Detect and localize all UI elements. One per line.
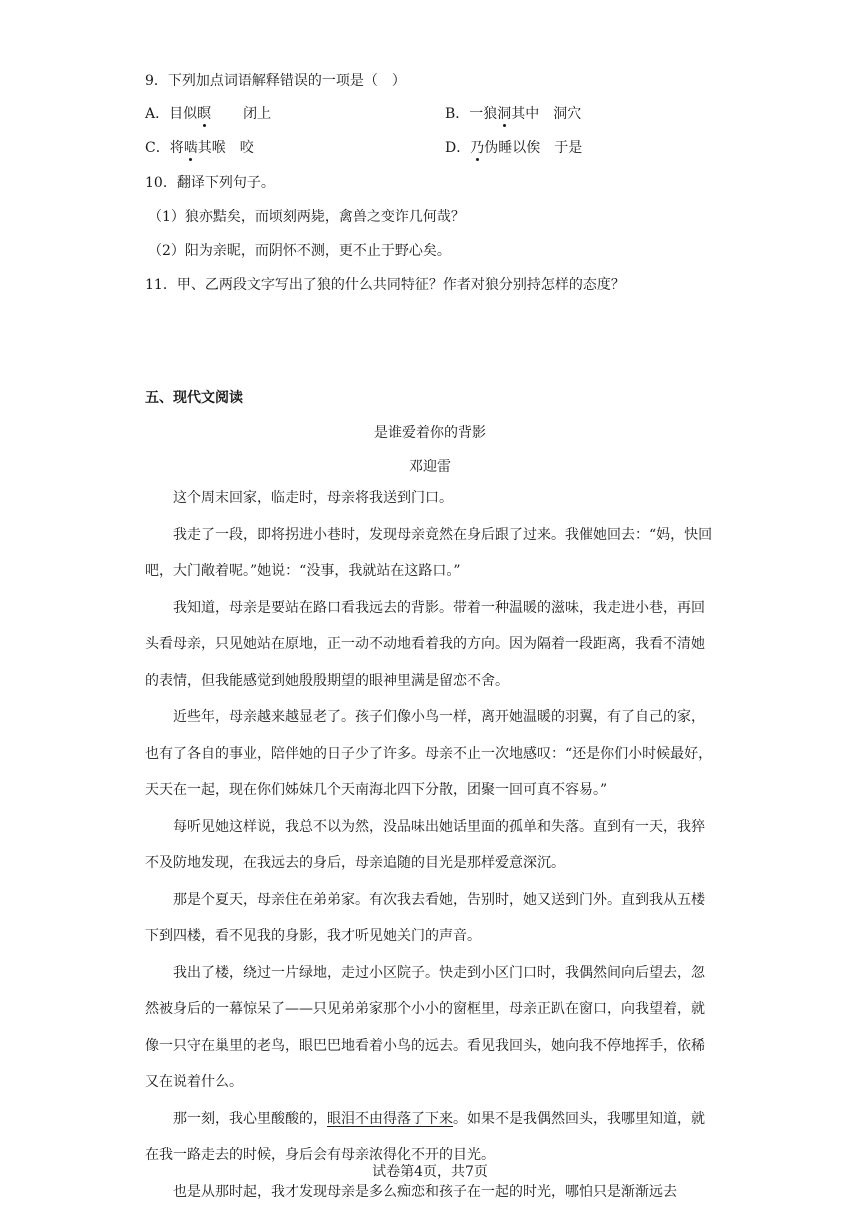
paragraph: 也是从那时起，我才发现母亲是多么痴恋和孩子在一起的时光，哪怕只是渐渐远去 <box>173 1183 677 1200</box>
paragraph: 那一刻，我心里酸酸的，眼泪不由得落了下来。如果不是我偶然回头，我哪里知道，就在我一路走去的时候，身后会有母亲浓得化不开的目光。 <box>145 1110 705 1163</box>
section-heading: 五、现代文阅读 <box>145 390 243 406</box>
paragraph: 每听见她这样说，我总不以为然，没品味出她话里面的孤单和失落。直到有一天，我猝不及防地发现，在我远去的身后，母亲追随的目光是那样爱意深沉。 <box>145 818 705 871</box>
paragraph: 近些年，母亲越来越显老了。孩子们像小鸟一样，离开她温暖的羽翼，有了自己的家，也有了各自的事业，陪伴她的日子少了许多。母亲不止一次地感叹：“还是你们小时候最好，天天在一起，现在你们姊妹几个天南海北四下分散，团聚一回可真不容易。” <box>145 709 713 798</box>
dotted-char: 乃 <box>470 140 485 156</box>
q9-option-b: B．一狼洞其中 洞穴 <box>445 106 582 122</box>
q10-item-2: （2）阳为亲昵，而阴怀不测，更不止于野心矣。 <box>148 243 451 259</box>
q9-option-c: C．将啮其喉 咬 <box>145 140 254 156</box>
q9-stem: 9．下列加点词语解释错误的一项是（ ） <box>145 73 406 89</box>
dotted-char: 啮 <box>183 140 198 156</box>
article-author: 邓迎雷 <box>409 459 451 475</box>
dotted-char: 瞑 <box>197 106 212 122</box>
paragraph: 这个周末回家，临走时，母亲将我送到门口。 <box>173 490 453 506</box>
article-body <box>145 480 717 1210</box>
paragraph: 我出了楼，绕过一片绿地，走过小区院子。快走到小区门口时，我偶然间向后望去，忽然被身后的一幕惊呆了——只见弟弟家那个小小的窗框里，母亲正趴在窗口，向我望着，就像一只守在巢里的老鸟，眼巴巴地看着小鸟的远去。看见我回头，她向我不停地挥手，依稀又在说着什么。 <box>145 964 705 1090</box>
paragraph: 我走了一段，即将拐进小巷时，发现母亲竟然在身后跟了过来。我催她回去：“妈，快回吧，大门敞着呢。”她说：“没事，我就站在这路口。” <box>145 526 713 579</box>
q10-item-1: （1）狼亦黠矣，而顷刻两毙，禽兽之变诈几何哉？ <box>148 209 465 225</box>
paragraph: 我知道，母亲是要站在路口看我远去的背影。带着一种温暖的滋味，我走进小巷，再回头看母亲，只见她站在原地，正一动不动地看着我的方向。因为隔着一段距离，我看不清她的表情，但我能感觉到她殷殷期望的眼神里满是留恋不舍。 <box>145 599 705 689</box>
paragraph: 那是个夏天，母亲住在弟弟家。有次我去看她，告别时，她又送到门外。直到我从五楼下到四楼，看不见我的身影，我才听见她关门的声音。 <box>145 891 705 944</box>
underlined-sentence: 眼泪不由得落了下来 <box>327 1110 453 1127</box>
q9-option-d: D．乃伪睡以俟 于是 <box>445 140 583 156</box>
page-footer: 试卷第4页，共7页 <box>372 1164 488 1180</box>
q9-option-a: A．目似瞑 闭上 <box>145 106 272 122</box>
q11-stem: 11．甲、乙两段文字写出了狼的什么共同特征？作者对狼分别持怎样的态度？ <box>145 277 625 293</box>
dotted-char: 洞 <box>497 106 512 122</box>
q10-stem: 10．翻译下列句子。 <box>145 175 275 191</box>
article-title: 是谁爱着你的背影 <box>374 425 486 441</box>
